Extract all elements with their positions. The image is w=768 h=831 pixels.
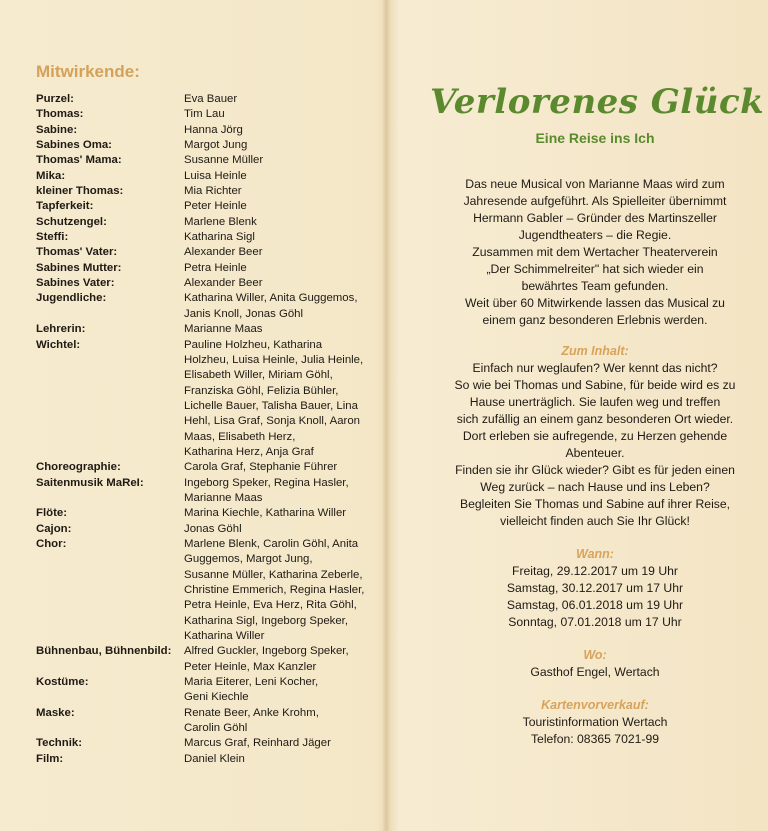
cast-role: Mika:: [36, 169, 66, 182]
cast-names: Marcus Graf, Reinhard Jäger: [184, 737, 331, 750]
date-item: Sonntag, 07.01.2018 um 17 Uhr: [508, 615, 682, 629]
vvk-heading: Kartenvorverkauf:: [541, 698, 649, 712]
cast-names: Margot Jung: [184, 139, 248, 152]
cast-row: [36, 736, 376, 751]
cast-row: [36, 644, 376, 675]
cast-names: Luisa Heinle: [184, 169, 247, 182]
cast-role: Bühnenbau, Bühnenbild:: [36, 645, 172, 658]
cast-row: [36, 506, 376, 521]
cast-row: [36, 215, 376, 230]
cast-role: Purzel:: [36, 93, 74, 105]
cast-names: Marlene Blenk, Carolin Göhl, Anita Guggemos, Margot Jung, Susanne Müller, Katharina Zeberle, Christine Emmerich, Regina Hasler, Petra Heinle, Eva Herz, Rita Göhl, Katharina Sigl, Ingeborg Speker, Katharina Willer: [184, 537, 365, 643]
cast-names: Alexander Beer: [184, 246, 263, 259]
cast-names: Peter Heinle: [184, 200, 247, 213]
cast-names: Petra Heinle: [184, 261, 247, 274]
cast-names: Ingeborg Speker, Regina Hasler, Marianne Maas: [184, 476, 349, 504]
cast-row: [36, 138, 376, 153]
wo-text: Gasthof Engel, Wertach: [530, 665, 660, 679]
cast-role: Choreographie:: [36, 461, 121, 474]
cast-heading: Mitwirkende:: [36, 62, 140, 81]
cast-row: [36, 169, 376, 184]
cast-names: Pauline Holzheu, Katharina Holzheu, Luisa Heinle, Julia Heinle, Elisabeth Willer, Miriam Göhl, Franziska Göhl, Felizia Bühler, Lichelle Bauer, Talisha Bauer, Lina Hehl, Lisa Graf, Sonja Knoll, Aaron Maas, Elisabeth Herz, Katharina Herz, Anja Graf: [184, 338, 364, 458]
cast-names: Alfred Guckler, Ingeborg Speker, Peter Heinle, Max Kanzler: [184, 645, 349, 673]
cast-names: Renate Beer, Anke Krohm, Carolin Göhl: [184, 706, 319, 735]
intro-text: Das neue Musical von Marianne Maas wird zum Jahresende aufgeführt. Als Spielleiter übernimmt Hermann Gabler – Gründer des Martinszeller Jugendtheaters – die Regie. Zusammen mit dem Wertacher Theaterverein „Der Schimmelreiter" hat sich wieder ein bewährtes Team gefunden. Weit über 60 Mitwirkende lassen das Musical zu einem ganz besonderen Erlebnis werden.: [463, 177, 727, 327]
cast-role: Steffi:: [36, 231, 69, 244]
cast-names: Marina Kiechle, Katharina Willer: [184, 507, 347, 520]
cast-names: Katharina Willer, Anita Guggemos, Janis Knoll, Jonas Göhl: [184, 292, 358, 320]
cast-role: Flöte:: [36, 507, 68, 520]
cast-row: [36, 537, 376, 644]
cast-row: [36, 245, 376, 260]
cast-names: Susanne Müller: [184, 154, 264, 167]
cast-row: [36, 706, 376, 737]
cast-role: Chor:: [36, 537, 67, 550]
cast-role: Jugendliche:: [36, 292, 107, 305]
date-item: Samstag, 06.01.2018 um 19 Uhr: [506, 598, 684, 612]
dates-list: [430, 563, 760, 631]
event-title: Verlorenes Glück: [430, 82, 765, 122]
cast-row: [36, 675, 376, 706]
cast-row: [36, 92, 376, 107]
cast-list: [36, 92, 376, 767]
cast-role: Thomas:: [36, 108, 84, 121]
cast-row: [36, 291, 376, 322]
cast-names: Marlene Blenk: [184, 215, 257, 228]
cast-names: Jonas Göhl: [184, 522, 242, 535]
cast-role: Tapferkeit:: [36, 200, 94, 213]
cast-role: Saitenmusik MaReI:: [36, 476, 144, 489]
cast-row: [36, 261, 376, 276]
cast-names: Maria Eiterer, Leni Kocher, Geni Kiechle: [184, 676, 319, 704]
cast-row: [36, 230, 376, 245]
date-item: Samstag, 30.12.2017 um 17 Uhr: [506, 581, 684, 595]
cast-names: Mia Richter: [184, 185, 242, 198]
cast-role: Schutzengel:: [36, 215, 107, 228]
cast-role: Wichtel:: [36, 338, 81, 351]
date-item: Freitag, 29.12.2017 um 19 Uhr: [512, 564, 678, 578]
cast-names: Alexander Beer: [184, 277, 263, 290]
cast-role: Technik:: [36, 737, 82, 750]
cast-names: Katharina Sigl: [184, 231, 255, 244]
cast-row: [36, 476, 376, 507]
cast-row: [36, 123, 376, 138]
cast-role: kleiner Thomas:: [36, 185, 124, 198]
cast-row: [36, 107, 376, 122]
event-subtitle: Eine Reise ins Ich: [535, 130, 655, 146]
cast-role: Film:: [36, 752, 64, 765]
cast-panel: [36, 62, 376, 767]
cast-names: Daniel Klein: [184, 752, 245, 765]
cast-role: Thomas' Vater:: [36, 246, 118, 259]
cast-role: Maske:: [36, 706, 75, 719]
inhalt-heading: Zum Inhalt:: [561, 344, 629, 358]
cast-role: Lehrerin:: [36, 323, 86, 336]
cast-row: [36, 184, 376, 199]
cast-names: Eva Bauer: [184, 93, 238, 105]
cast-names: Hanna Jörg: [184, 123, 243, 136]
cast-row: [36, 338, 376, 461]
cast-row: [36, 322, 376, 337]
wo-heading: Wo:: [583, 648, 607, 662]
cast-row: [36, 153, 376, 168]
cast-row: [36, 752, 376, 767]
cast-role: Sabines Oma:: [36, 139, 112, 152]
cast-role: Sabines Mutter:: [36, 261, 122, 274]
cast-role: Sabine:: [36, 123, 78, 136]
cast-role: Kostüme:: [36, 676, 89, 689]
cast-row: [36, 199, 376, 214]
cast-row: [36, 460, 376, 475]
cast-row: [36, 276, 376, 291]
inhalt-text: Einfach nur weglaufen? Wer kennt das nicht? So wie bei Thomas und Sabine, für beide wird es zu Hause unerträglich. Sie laufen weg und treffen sich zufällig an einem ganz besonderen Ort wieder. Dort erleben sie aufregende, zu Herzen gehende Abenteuer. Finden sie ihr Glück wieder? Gibt es für jeden einen Weg zurück – nach Hause und ins Leben? Begleiten Sie Thomas und Sabine auf ihrer Reise, vielleicht finden auch Sie Ihr Glück!: [454, 361, 736, 528]
cast-row: [36, 522, 376, 537]
cast-names: Carola Graf, Stephanie Führer: [184, 461, 338, 474]
wann-heading: Wann:: [576, 547, 614, 561]
cast-names: Tim Lau: [184, 108, 225, 121]
cast-names: Marianne Maas: [184, 323, 263, 336]
cast-role: Thomas' Mama:: [36, 154, 122, 167]
cast-role: Cajon:: [36, 522, 72, 535]
event-panel: [430, 80, 765, 748]
cast-role: Sabines Vater:: [36, 277, 115, 290]
vvk-text: Touristinformation Wertach Telefon: 08365 7021-99: [522, 715, 668, 746]
page-fold: [382, 0, 390, 831]
